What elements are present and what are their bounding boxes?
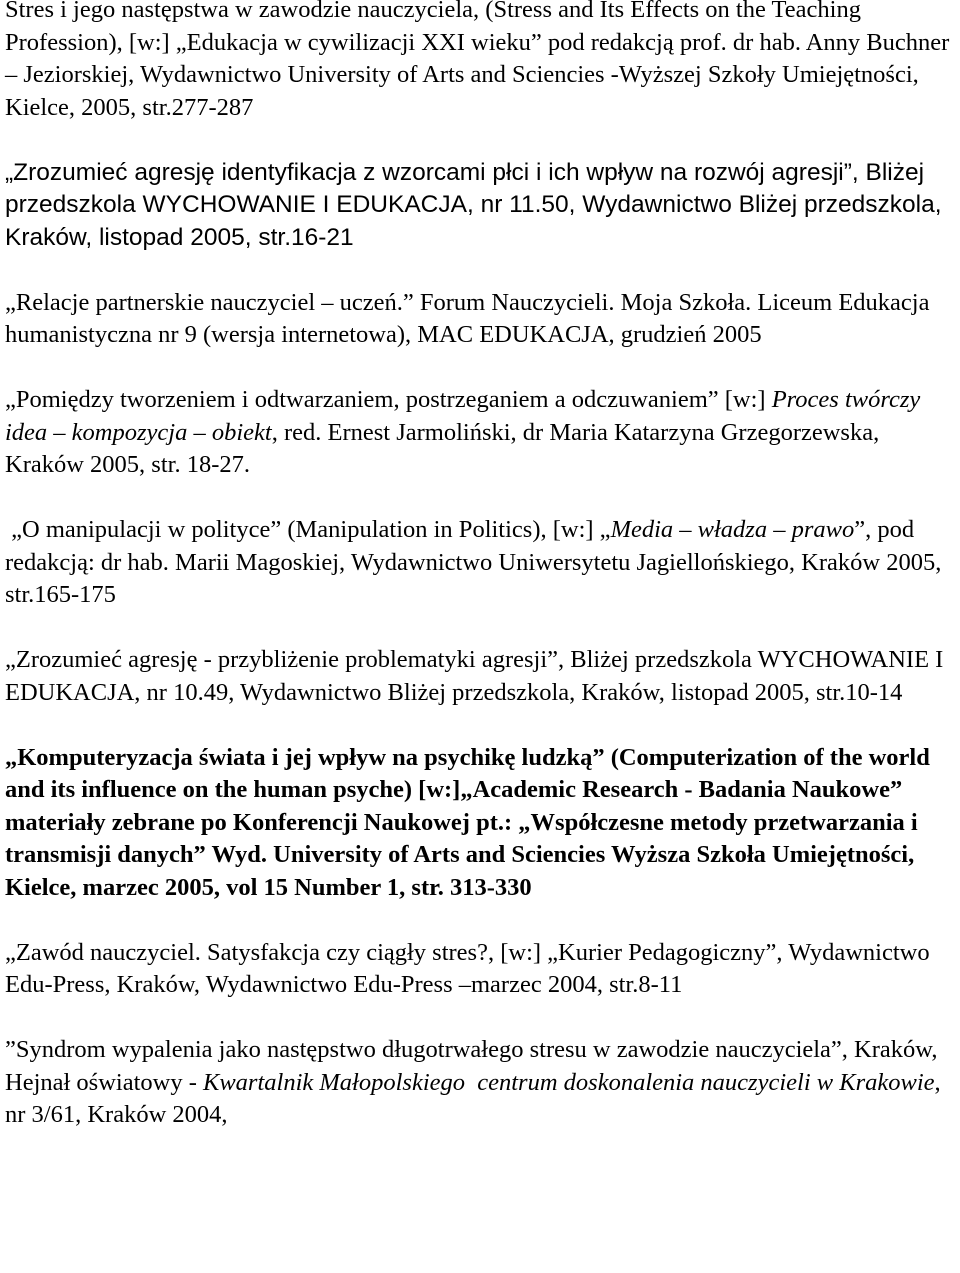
entry-5-part-3: ”, pod redakcją: dr hab. Marii Magoskiej, Wydawnictwo Uniwersytetu Jagiellońskiego, Kraków 2005, str.165-175 [5, 516, 948, 608]
entry-gap [5, 612, 957, 645]
bibliography-entry-4 [5, 384, 957, 482]
entry-gap [5, 254, 957, 287]
entry-gap [5, 482, 957, 515]
entry-5-part-1: „O manipulacji w polityce” (Manipulation in Politics), [w:] „ [5, 516, 611, 543]
entry-3-text: „Relacje partnerskie nauczyciel – uczeń.” Forum Nauczycieli. Moja Szkoła. Liceum Edukacja humanistyczna nr 9 (wersja internetowa), MAC EDUKACJA, grudzień 2005 [5, 288, 936, 348]
entry-8-text: „Zawód nauczyciel. Satysfakcja czy ciągły stres?, [w:] „Kurier Pedagogiczny”, Wydawnictwo Edu-Press, Kraków, Wydawnictwo Edu-Press –marzec 2004, str.8-11 [5, 938, 936, 998]
entry-gap [5, 352, 957, 385]
entry-4-italic-title: Proces twórczy idea – kompozycja – obiekt [5, 386, 927, 446]
entry-gap [5, 124, 957, 157]
entry-4-part-1: „Pomiędzy tworzeniem i odtwarzaniem, postrzeganiem a odczuwaniem” [w:] [5, 386, 772, 413]
bibliography-entry-9 [5, 1034, 957, 1132]
entry-gap [5, 1002, 957, 1035]
entry-2-text: „Zrozumieć agresję identyfikacja z wzorcami płci i ich wpływ na rozwój agresji”, Bliżej przedszkola WYCHOWANIE I EDUKACJA, nr 11.50, Wydawnictwo Bliżej przedszkola, Kraków, listopad 2005, str.16-21 [5, 158, 949, 251]
bibliography-entry-2 [5, 157, 957, 255]
entry-6-text: „Zrozumieć agresję - przybliżenie problematyki agresji”, Bliżej przedszkola WYCHOWANIE I EDUKACJA, nr 10.49, Wydawnictwo Bliżej przedszkola, Kraków, listopad 2005, str.10-14 [5, 646, 950, 706]
entry-9-part-3: , nr 3/61, Kraków 2004, [5, 1068, 947, 1128]
bibliography-entry-5 [5, 514, 957, 612]
entry-1-part-1: Stres i jego następstwa w zawodzie nauczyciela, (Stress and Its Effects on the Teaching Profession), [w:] „Edukacja w cywilizacji XXI wieku” pod redakcją prof. dr hab. Anny Buchner – Jeziorskiej, Wydawnictwo University of Arts and Sciencies - [5, 0, 956, 88]
entry-9-part-1: ”Syndrom wypalenia jako następstwo długotrwałego stresu w zawodzie nauczyciela”, Kraków, Hejnał oświatowy - [5, 1036, 944, 1096]
entry-4-part-3: , red. Ernest Jarmoliński, dr Maria Katarzyna Grzegorzewska, Kraków 2005, str. 18-27. [5, 418, 892, 478]
entry-gap [5, 904, 957, 937]
bibliography-entry-6 [5, 644, 957, 709]
entry-gap [5, 709, 957, 742]
entry-5-italic-title: Media – władza – prawo [610, 516, 855, 543]
bibliography-entry-3 [5, 287, 957, 352]
bibliography-page [5, 0, 957, 1132]
entry-9-italic-title: Kwartalnik Małopolskiego centrum doskonalenia nauczycieli w Krakowie [203, 1068, 935, 1096]
entry-7-text: „Komputeryzacja świata i jej wpływ na psychikę ludzką” (Computerization of the world and its influence on the human psyche) [w:]„Academic Research - Badania Naukowe” materiały zebrane po Konferencji Naukowej pt.: „Współczesne metody przetwarzania i transmisji danych” Wyd. University of Arts and Sciencies Wyższa Szkoła Umiejętności, Kielce, marzec 2005, vol 15 Number 1, str. 313-330 [5, 743, 936, 901]
bibliography-entry-7 [5, 742, 957, 905]
entry-1-part-2: Wyższej Szkoły Umiejętności, Kielce, 2005, str.277-287 [5, 61, 925, 121]
bibliography-entry-8 [5, 937, 957, 1002]
bibliography-entry-1 [5, 0, 957, 124]
